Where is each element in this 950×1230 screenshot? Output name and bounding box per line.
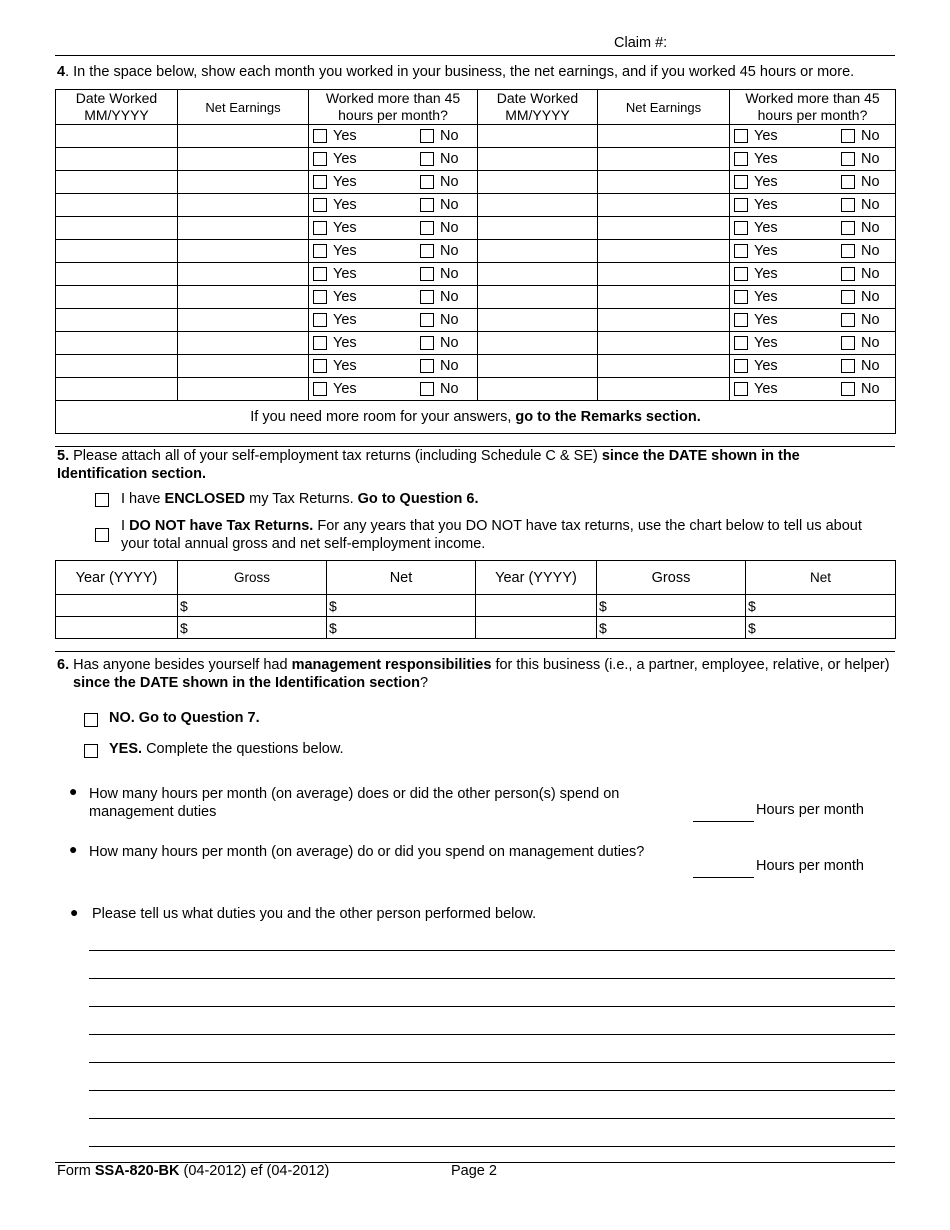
q5-number: 5. <box>57 448 70 464</box>
yes-checkbox[interactable] <box>734 382 748 396</box>
bullet-1: ● <box>69 783 78 799</box>
page-number: Page 2 <box>451 1163 497 1179</box>
q6-divider <box>55 651 895 652</box>
date-worked-input[interactable] <box>478 217 598 240</box>
q6-end: ? <box>419 675 429 691</box>
no-label: No <box>440 220 459 237</box>
net-earnings-input[interactable] <box>598 263 730 286</box>
annual-income-table <box>55 560 896 639</box>
form-date: (04-2012) ef (04-2012) <box>179 1163 330 1179</box>
q5-prompt-text: Please attach all of your self-employment tax returns (including Schedule C & SE) <box>69 448 602 464</box>
no-checkbox[interactable] <box>420 129 434 143</box>
yes-checkbox[interactable] <box>313 290 327 304</box>
form-number: SSA-820-BK <box>94 1163 180 1179</box>
yes-label: Yes <box>754 266 778 283</box>
worked-45-right-6 <box>730 263 896 286</box>
enclosed-tax-returns-label <box>121 491 479 507</box>
yes-checkbox[interactable] <box>313 313 327 327</box>
yes-checkbox[interactable] <box>313 336 327 350</box>
q6-pre: Has anyone besides yourself had <box>69 657 292 673</box>
table-row <box>56 194 896 217</box>
yes-label: Yes <box>333 358 357 375</box>
worked-45-left-6 <box>309 263 478 286</box>
dollar-sign: $ <box>329 619 337 636</box>
no-checkbox[interactable] <box>841 336 855 350</box>
q4-number: 4 <box>57 64 66 80</box>
bullet-3: ● <box>70 904 79 920</box>
duties-answer-line[interactable] <box>89 1034 895 1035</box>
gross-input[interactable] <box>597 617 746 639</box>
opt2-pre: I <box>121 518 130 534</box>
q6-no-label <box>109 710 260 726</box>
col-net-left: Net <box>327 561 476 595</box>
no-label: No <box>861 312 880 329</box>
worked-45-left-2 <box>309 171 478 194</box>
q6-number: 6. <box>57 657 70 673</box>
net-earnings-input[interactable] <box>178 217 309 240</box>
yes-label: Yes <box>333 197 357 214</box>
q4-prompt <box>57 64 854 80</box>
no-checkbox[interactable] <box>420 244 434 258</box>
col-net-earnings-right: Net Earnings <box>598 90 730 125</box>
net-earnings-input[interactable] <box>598 148 730 171</box>
no-label: No <box>440 197 459 214</box>
yes-label: Yes <box>754 220 778 237</box>
yes-checkbox[interactable] <box>313 152 327 166</box>
no-label: No <box>861 335 880 352</box>
worked-45-right-1 <box>730 148 896 171</box>
date-worked-input[interactable] <box>478 148 598 171</box>
net-earnings-input[interactable] <box>598 217 730 240</box>
no-label: No <box>440 151 459 168</box>
yes-label: Yes <box>333 335 357 352</box>
col-gross-right: Gross <box>597 561 746 595</box>
date-worked-input[interactable] <box>56 332 178 355</box>
no-label: No <box>861 151 880 168</box>
date-worked-input[interactable] <box>478 355 598 378</box>
no-label: No <box>440 266 459 283</box>
col-year-left: Year (YYYY) <box>56 561 178 595</box>
dollar-sign: $ <box>748 619 756 636</box>
net-earnings-input[interactable] <box>178 309 309 332</box>
yes-label: Yes <box>333 151 357 168</box>
q6-bold1: management responsibilities <box>291 657 492 673</box>
table-row <box>56 617 896 639</box>
year-input[interactable] <box>56 617 178 639</box>
yes-label: Yes <box>333 312 357 329</box>
no-checkbox[interactable] <box>841 359 855 373</box>
q6-yes-label <box>109 741 344 757</box>
date-worked-input[interactable] <box>478 194 598 217</box>
worked-45-right-0 <box>730 125 896 148</box>
worked-45-right-11 <box>730 378 896 401</box>
yes-checkbox[interactable] <box>313 382 327 396</box>
opt1-goto: Go to Question 6. <box>357 491 479 507</box>
opt1-bold: ENCLOSED <box>164 491 246 507</box>
yes-checkbox[interactable] <box>313 359 327 373</box>
no-checkbox[interactable] <box>841 382 855 396</box>
yes-checkbox[interactable] <box>313 175 327 189</box>
col-year-right: Year (YYYY) <box>476 561 597 595</box>
date-worked-input[interactable] <box>56 286 178 309</box>
dollar-sign: $ <box>180 597 188 614</box>
date-worked-input[interactable] <box>478 263 598 286</box>
worked-45-right-3 <box>730 194 896 217</box>
yes-checkbox[interactable] <box>734 244 748 258</box>
worked-45-left-10 <box>309 355 478 378</box>
dollar-sign: $ <box>180 619 188 636</box>
yes-label: Yes <box>754 289 778 306</box>
yes-checkbox[interactable] <box>313 198 327 212</box>
no-label: No <box>440 174 459 191</box>
no-label: No <box>861 243 880 260</box>
net-earnings-input[interactable] <box>598 286 730 309</box>
no-checkbox[interactable] <box>841 175 855 189</box>
more-room-note <box>56 401 896 434</box>
no-checkbox[interactable] <box>841 221 855 235</box>
date-worked-input[interactable] <box>56 171 178 194</box>
yes-label: Yes <box>754 174 778 191</box>
no-label: No <box>861 174 880 191</box>
table-row <box>56 355 896 378</box>
dollar-sign: $ <box>748 597 756 614</box>
worked-45-right-9 <box>730 332 896 355</box>
yes-label: Yes <box>754 381 778 398</box>
yes-label: Yes <box>333 289 357 306</box>
net-earnings-input[interactable] <box>178 355 309 378</box>
no-checkbox[interactable] <box>841 152 855 166</box>
dollar-sign: $ <box>329 597 337 614</box>
worked-45-left-8 <box>309 309 478 332</box>
dollar-sign: $ <box>599 619 607 636</box>
date-worked-input[interactable] <box>478 378 598 401</box>
yes-checkbox[interactable] <box>734 198 748 212</box>
worked-45-right-7 <box>730 286 896 309</box>
date-worked-input[interactable] <box>478 125 598 148</box>
q6-yes-rest: Complete the questions below. <box>142 741 344 757</box>
your-hours-field[interactable] <box>693 877 754 878</box>
date-worked-input[interactable] <box>478 309 598 332</box>
worked-45-right-2 <box>730 171 896 194</box>
worked-45-left-7 <box>309 286 478 309</box>
net-earnings-input[interactable] <box>598 171 730 194</box>
yes-label: Yes <box>754 151 778 168</box>
no-checkbox[interactable] <box>841 129 855 143</box>
date-worked-input[interactable] <box>478 286 598 309</box>
net-earnings-input[interactable] <box>178 148 309 171</box>
gross-input[interactable] <box>178 595 327 617</box>
q6-no-text: NO. Go to Question 7. <box>109 710 260 726</box>
duties-answer-line[interactable] <box>89 950 895 951</box>
yes-label: Yes <box>754 358 778 375</box>
no-label: No <box>861 381 880 398</box>
yes-checkbox[interactable] <box>313 221 327 235</box>
q6-yes-checkbox[interactable] <box>84 744 98 758</box>
net-earnings-input[interactable] <box>178 332 309 355</box>
net-earnings-input[interactable] <box>598 194 730 217</box>
yes-checkbox[interactable] <box>734 290 748 304</box>
opt2-bold: DO NOT have Tax Returns. <box>129 518 314 534</box>
form-pre: Form <box>57 1163 95 1179</box>
no-label: No <box>861 220 880 237</box>
no-label: No <box>440 335 459 352</box>
table-row <box>56 125 896 148</box>
no-label: No <box>440 243 459 260</box>
no-checkbox[interactable] <box>420 290 434 304</box>
net-earnings-input[interactable] <box>598 125 730 148</box>
table-row <box>56 595 896 617</box>
table-row <box>56 263 896 286</box>
remarks-link-text: go to the Remarks section. <box>515 409 701 425</box>
worked-45-left-3 <box>309 194 478 217</box>
gross-input[interactable] <box>597 595 746 617</box>
no-label: No <box>440 381 459 398</box>
duties-answer-line[interactable] <box>89 1146 895 1147</box>
q6-no-checkbox[interactable] <box>84 713 98 727</box>
gross-input[interactable] <box>178 617 327 639</box>
yes-checkbox[interactable] <box>734 359 748 373</box>
monthly-earnings-table <box>55 89 896 434</box>
net-earnings-input[interactable] <box>598 332 730 355</box>
worked-45-right-5 <box>730 240 896 263</box>
yes-checkbox[interactable] <box>313 244 327 258</box>
bullet-2: ● <box>69 841 78 857</box>
yes-checkbox[interactable] <box>734 175 748 189</box>
table-row <box>56 332 896 355</box>
no-checkbox[interactable] <box>420 267 434 281</box>
no-tax-returns-label <box>121 517 881 553</box>
worked-45-right-4 <box>730 217 896 240</box>
yes-label: Yes <box>333 381 357 398</box>
worked-45-left-5 <box>309 240 478 263</box>
date-worked-input[interactable] <box>56 148 178 171</box>
yes-checkbox[interactable] <box>734 152 748 166</box>
table-row <box>56 240 896 263</box>
net-input[interactable] <box>746 595 896 617</box>
q5-prompt <box>57 447 887 483</box>
net-earnings-input[interactable] <box>598 240 730 263</box>
table-row <box>56 148 896 171</box>
worked-45-left-11 <box>309 378 478 401</box>
date-worked-input[interactable] <box>478 171 598 194</box>
date-worked-input[interactable] <box>56 378 178 401</box>
yes-label: Yes <box>754 312 778 329</box>
bullet3-text: Please tell us what duties you and the other person performed below. <box>92 906 537 922</box>
worked-45-right-8 <box>730 309 896 332</box>
no-checkbox[interactable] <box>420 359 434 373</box>
no-label: No <box>440 289 459 306</box>
net-earnings-input[interactable] <box>598 309 730 332</box>
net-earnings-input[interactable] <box>178 194 309 217</box>
opt1-mid: my Tax Returns. <box>245 491 358 507</box>
q6-prompt <box>57 656 905 692</box>
other-hours-label: Hours per month <box>756 802 864 818</box>
duties-answer-line[interactable] <box>89 1118 895 1119</box>
date-worked-input[interactable] <box>56 263 178 286</box>
col-date-worked-right: Date Worked MM/YYYY <box>478 90 598 125</box>
bullet1-text: How many hours per month (on average) does or did the other person(s) spend on management duties <box>89 786 620 820</box>
yes-label: Yes <box>754 335 778 352</box>
date-worked-input[interactable] <box>56 240 178 263</box>
col-worked-45-right: Worked more than 45 hours per month? <box>730 90 896 125</box>
no-label: No <box>861 197 880 214</box>
worked-45-left-0 <box>309 125 478 148</box>
yes-label: Yes <box>754 197 778 214</box>
yes-label: Yes <box>333 266 357 283</box>
no-checkbox[interactable] <box>420 175 434 189</box>
no-checkbox[interactable] <box>841 198 855 212</box>
net-input[interactable] <box>327 595 476 617</box>
worked-45-left-4 <box>309 217 478 240</box>
yes-label: Yes <box>333 174 357 191</box>
yes-checkbox[interactable] <box>313 129 327 143</box>
form-id <box>57 1163 329 1179</box>
bullet2-text: How many hours per month (on average) do or did you spend on management duties? <box>89 844 645 860</box>
net-earnings-input[interactable] <box>178 378 309 401</box>
net-earnings-input[interactable] <box>178 240 309 263</box>
yes-label: Yes <box>754 128 778 145</box>
q4-prompt-text: . In the space below, show each month you worked in your business, the net earnings, and if you worked 45 hours or more. <box>65 64 855 80</box>
col-net-earnings-left: Net Earnings <box>178 90 309 125</box>
no-checkbox[interactable] <box>420 382 434 396</box>
net-input[interactable] <box>327 617 476 639</box>
yes-checkbox[interactable] <box>734 267 748 281</box>
q6-yes-bold: YES. <box>109 741 143 757</box>
duties-answer-line[interactable] <box>89 1062 895 1063</box>
dollar-sign: $ <box>599 597 607 614</box>
no-checkbox[interactable] <box>420 152 434 166</box>
worked-45-left-9 <box>309 332 478 355</box>
worked-45-left-1 <box>309 148 478 171</box>
no-label: No <box>861 289 880 306</box>
net-earnings-input[interactable] <box>598 355 730 378</box>
no-checkbox[interactable] <box>420 313 434 327</box>
table-row <box>56 217 896 240</box>
no-label: No <box>861 358 880 375</box>
no-checkbox[interactable] <box>420 336 434 350</box>
net-earnings-input[interactable] <box>178 286 309 309</box>
enclosed-tax-returns-checkbox[interactable] <box>95 493 109 507</box>
q6-mid: for this business (i.e., a partner, employee, relative, or helper) <box>491 657 890 673</box>
worked-45-right-10 <box>730 355 896 378</box>
net-earnings-input[interactable] <box>178 171 309 194</box>
yes-label: Yes <box>333 243 357 260</box>
yes-checkbox[interactable] <box>313 267 327 281</box>
no-checkbox[interactable] <box>841 290 855 304</box>
yes-label: Yes <box>333 220 357 237</box>
yes-label: Yes <box>754 243 778 260</box>
yes-checkbox[interactable] <box>734 313 748 327</box>
opt1-pre: I have <box>121 491 165 507</box>
no-label: No <box>440 358 459 375</box>
header-divider <box>55 55 895 56</box>
duties-answer-line[interactable] <box>89 978 895 979</box>
date-worked-input[interactable] <box>56 194 178 217</box>
no-checkbox[interactable] <box>841 244 855 258</box>
no-checkbox[interactable] <box>841 313 855 327</box>
table-row <box>56 171 896 194</box>
yes-label: Yes <box>333 128 357 145</box>
col-gross-left: Gross <box>178 561 327 595</box>
opt2-rest: For any years that you DO NOT have tax returns, use the chart below to tell us about your total annual gross and net self-employment income. <box>121 518 862 552</box>
yes-checkbox[interactable] <box>734 336 748 350</box>
no-label: No <box>861 266 880 283</box>
no-checkbox[interactable] <box>841 267 855 281</box>
date-worked-input[interactable] <box>478 240 598 263</box>
date-worked-input[interactable] <box>56 309 178 332</box>
your-hours-label: Hours per month <box>756 858 864 874</box>
net-earnings-input[interactable] <box>178 125 309 148</box>
no-label: No <box>440 128 459 145</box>
claim-number-label: Claim #: <box>614 35 668 51</box>
col-worked-45-left: Worked more than 45 hours per month? <box>309 90 478 125</box>
year-input[interactable] <box>476 595 597 617</box>
duties-answer-line[interactable] <box>89 1090 895 1091</box>
no-label: No <box>440 312 459 329</box>
no-checkbox[interactable] <box>420 198 434 212</box>
net-earnings-input[interactable] <box>178 263 309 286</box>
year-input[interactable] <box>56 595 178 617</box>
table-row <box>56 286 896 309</box>
date-worked-input[interactable] <box>56 217 178 240</box>
date-worked-input[interactable] <box>56 355 178 378</box>
date-worked-input[interactable] <box>478 332 598 355</box>
year-input[interactable] <box>476 617 597 639</box>
q6-bold2: since the DATE shown in the Identification section <box>73 675 420 691</box>
net-earnings-input[interactable] <box>598 378 730 401</box>
net-input[interactable] <box>746 617 896 639</box>
col-date-worked-left: Date Worked MM/YYYY <box>56 90 178 125</box>
table-row <box>56 378 896 401</box>
q5-prompt-bold: since the DATE shown in the Identification section. <box>57 448 800 482</box>
no-tax-returns-checkbox[interactable] <box>95 528 109 542</box>
no-checkbox[interactable] <box>420 221 434 235</box>
table-row <box>56 309 896 332</box>
col-net-right: Net <box>746 561 896 595</box>
yes-checkbox[interactable] <box>734 221 748 235</box>
other-hours-field[interactable] <box>693 821 754 822</box>
duties-answer-line[interactable] <box>89 1006 895 1007</box>
yes-checkbox[interactable] <box>734 129 748 143</box>
no-label: No <box>861 128 880 145</box>
more-room-text: If you need more room for your answers, <box>250 409 516 425</box>
date-worked-input[interactable] <box>56 125 178 148</box>
